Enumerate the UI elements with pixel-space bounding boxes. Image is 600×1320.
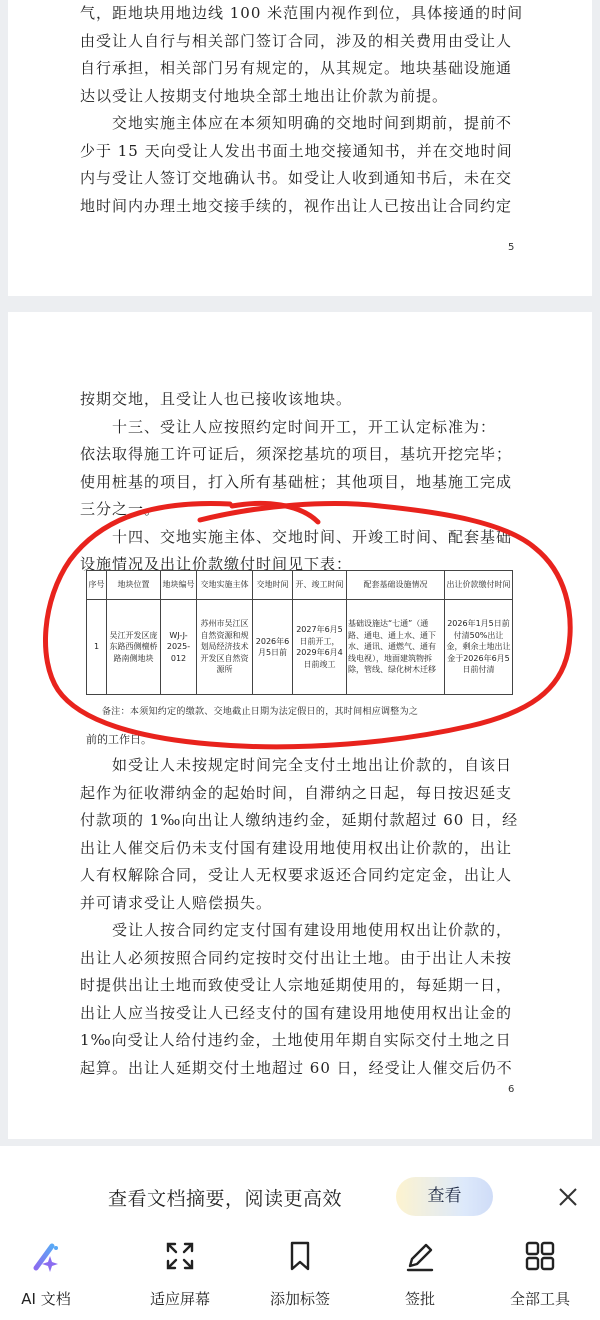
table-header: 地块位置 xyxy=(107,571,161,600)
tool-add-bookmark[interactable] xyxy=(250,1236,350,1316)
text-line: 交地实施主体应在本须知明确的交地时间到期前，提前不 xyxy=(80,114,513,132)
text-line: 设施情况及出让价款缴付时间见下表： xyxy=(80,555,353,573)
tool-label: 全部工具 xyxy=(509,1290,570,1308)
text-line: 人有权解除合同，受让人无权要求返还合同约定定金，出让人 xyxy=(80,866,513,884)
text-line: 时提供出让土地而致使受让人宗地延期使用的，每延期一日， xyxy=(80,976,513,994)
text-line: 出让人必须按照合同约定按时交付出让土地。由于出让人未按 xyxy=(80,948,513,967)
text-line: 起作为征收滞纳金的起始时间，自滞纳之日起，每日按迟延支 xyxy=(80,783,513,802)
text-line: 依法取得施工许可证后，须深挖基坑的项目，基坑开挖完毕； xyxy=(80,445,513,463)
grid-icon xyxy=(524,1240,556,1272)
page6-paragraph-bottom xyxy=(80,752,520,1082)
table-header-row xyxy=(87,571,513,600)
table-note: 备注：本须知约定的缴款、交地截止日期为法定假日的，其时间相应调整为之 xyxy=(102,707,419,717)
text-line: 自行承担，相关部门另有规定的，从其规定。地块基础设施通 xyxy=(80,59,513,77)
land-info-table xyxy=(86,570,513,695)
table-cell: 吴江开发区庞东路西侧檀桥路南侧地块 xyxy=(107,600,161,695)
text-line: 按期交地，且受让人也已接收该地块。 xyxy=(80,390,353,408)
page-number: 5 xyxy=(508,242,515,253)
tool-annotate[interactable] xyxy=(370,1236,470,1316)
table-cell: WJ-J-2025-012 xyxy=(161,600,197,695)
tool-label: 签批 xyxy=(404,1290,435,1308)
bookmark-icon xyxy=(284,1240,316,1272)
page6-paragraph-top xyxy=(80,386,520,579)
text-line: 气，距地块用地边线 100 米范围内视作到位，具体接通的时间 xyxy=(80,4,524,22)
text-line: 十四、交地实施主体、交地时间、开竣工时间、配套基础 xyxy=(80,527,513,546)
text-line: 并可请求受让人赔偿损失。 xyxy=(80,893,273,912)
tool-label: 适应屏幕 xyxy=(149,1290,210,1308)
text-line: 出让人应当按受让人已经支付的国有建设用地使用权出让金的 xyxy=(80,1003,513,1022)
tool-label: AI 文档 xyxy=(21,1290,71,1308)
table-header: 序号 xyxy=(87,571,107,600)
fit-screen-icon xyxy=(164,1240,196,1272)
text-line: 付款项的 1‰向出让人缴纳违约金，延期付款超过 60 日，经 xyxy=(80,811,519,829)
close-banner-button[interactable] xyxy=(556,1185,580,1209)
page-number: 6 xyxy=(508,1084,515,1095)
text-line: 1‰向受让人给付违约金，土地使用年期自实际交付土地之日 xyxy=(80,1031,512,1049)
table-header: 开、竣工时间 xyxy=(293,571,347,600)
table-cell: 1 xyxy=(87,600,107,695)
text-line: 使用桩基的项目，打入所有基础桩；其他项目，地基施工完成 xyxy=(80,472,513,491)
text-line: 十三、受让人应按照约定时间开工，开工认定标准为： xyxy=(80,417,497,436)
text-line: 由受让人自行与相关部门签订合同，涉及的相关费用由受让人 xyxy=(80,31,513,50)
view-summary-button[interactable]: 查看 xyxy=(396,1177,493,1216)
table-cell: 2026年1月5日前付清50%出让金，剩余土地出让金于2026年6月5日前付清 xyxy=(445,600,513,695)
table-cell: 基础设施达“七通”（通路、通电、通上水、通下水、通讯、通燃气、通有线电视），地面建筑物拆除，管线、绿化树木迁移 xyxy=(347,600,445,695)
text-line: 如受让人未按规定时间完全支付土地出让价款的，自该日 xyxy=(80,756,513,774)
table-header: 交地时间 xyxy=(253,571,293,600)
table-cell: 苏州市吴江区自然资源和规划局经济技术开发区自然资源所 xyxy=(197,600,253,695)
ai-wand-icon xyxy=(30,1240,62,1272)
table-row xyxy=(87,600,513,695)
pen-icon xyxy=(404,1240,436,1272)
tool-ai-document[interactable] xyxy=(0,1236,96,1316)
table-header: 地块编号 xyxy=(161,571,197,600)
text-line: 起算。出让人延期交付土地超过 60 日，经受让人催交后仍不 xyxy=(80,1058,513,1077)
text-line: 出让人催交后仍未支付国有建设用地使用权出让价款的，出让 xyxy=(80,838,513,857)
text-line: 内与受让人签订交地确认书。如受让人收到通知书后，未在交 xyxy=(80,169,513,187)
table-header: 交地实施主体 xyxy=(197,571,253,600)
table-note-continued: 前的工作日。 xyxy=(86,733,152,746)
close-icon xyxy=(556,1185,580,1209)
tool-fit-screen[interactable] xyxy=(130,1236,230,1316)
table-header: 配套基础设施情况 xyxy=(347,571,445,600)
tool-all-tools[interactable] xyxy=(490,1236,590,1316)
page5-paragraph xyxy=(80,0,524,220)
text-line: 少于 15 天向受让人发出书面土地交接通知书，并在交地时间 xyxy=(80,141,513,160)
tool-label: 添加标签 xyxy=(269,1290,330,1308)
table-cell: 2027年6月5日前开工，2029年6月4日前竣工 xyxy=(293,600,347,695)
table-header: 出让价款缴付时间 xyxy=(445,571,513,600)
text-line: 受让人按合同约定支付国有建设用地使用权出让价款的， xyxy=(80,921,513,939)
text-line: 地时间内办理土地交接手续的，视作出让人已按出让合同约定 xyxy=(80,196,513,215)
text-line: 达以受让人按期支付地块全部土地出让价款为前提。 xyxy=(80,86,449,105)
text-line: 三分之一。 xyxy=(80,500,161,518)
banner-text: 查看文档摘要，阅读更高效 xyxy=(108,1188,343,1210)
table-cell: 2026年6月5日前 xyxy=(253,600,293,695)
